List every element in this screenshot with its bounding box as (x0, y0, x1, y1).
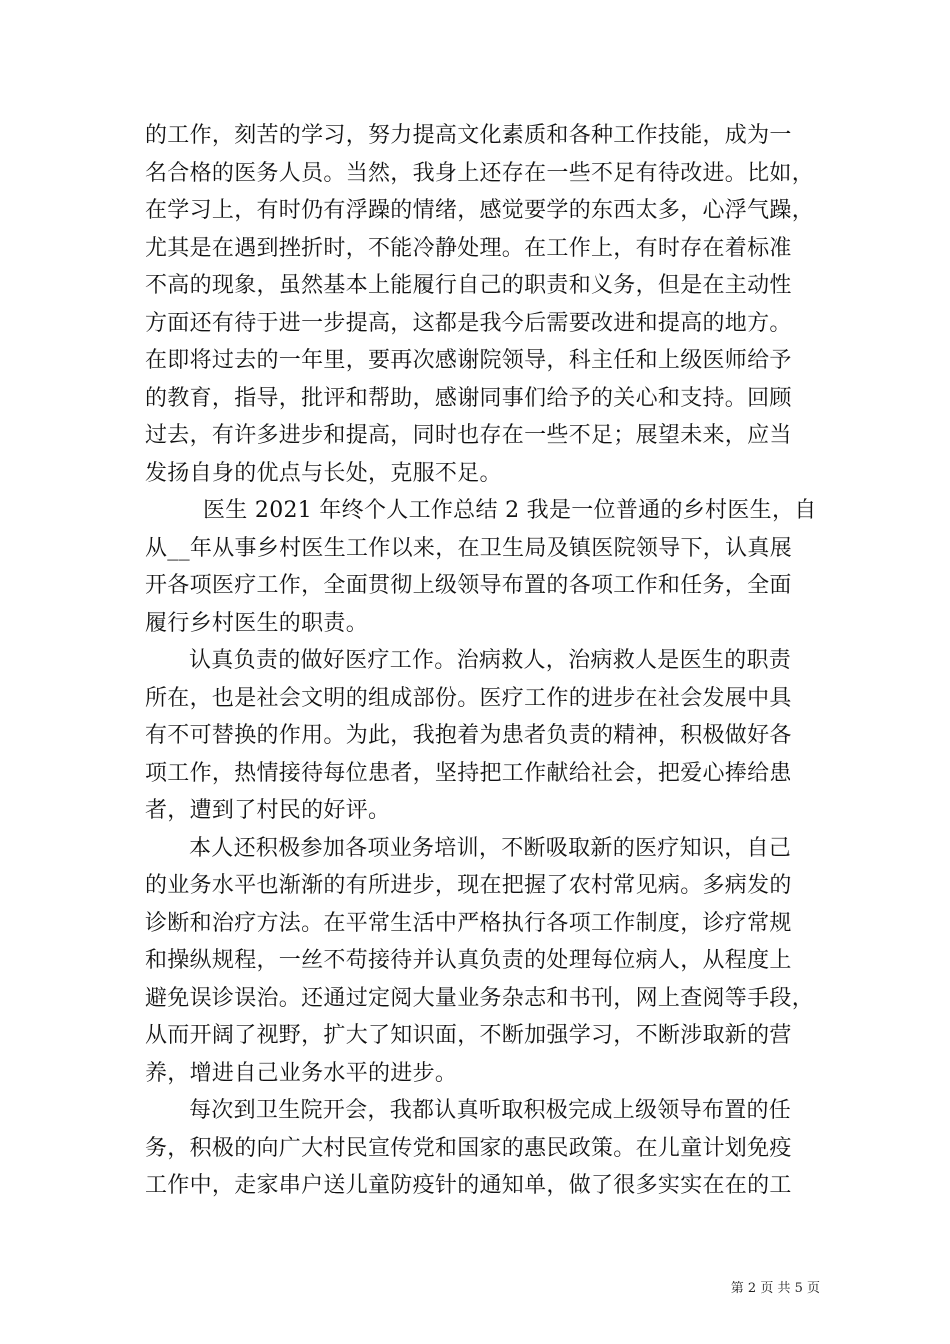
text-line: 的工作，刻苦的学习，努力提高文化素质和各种工作技能，成为一 (145, 123, 792, 148)
text-line: 养，增进自己业务水平的进步。 (145, 1060, 458, 1086)
text-line: 者，遭到了村民的好评。 (145, 798, 391, 823)
text-line: 每次到卫生院开会，我都认真听取积极完成上级领导布置的任 (189, 1098, 792, 1123)
text-line: 名合格的医务人员。当然，我身上还存在一些不足有待改进。比如， (145, 160, 815, 186)
text-line: 开各项医疗工作，全面贯彻上级领导布置的各项工作和任务，全面 (145, 573, 792, 598)
text-line: 避免误诊误治。还通过定阅大量业务杂志和书刊，网上查阅等手段， (145, 985, 815, 1011)
text-line: 和操纵规程，一丝不苟接待并认真负责的处理每位病人，从程度上 (145, 948, 792, 973)
body-text (145, 117, 817, 1205)
text-line: 从__年从事乡村医生工作以来，在卫生局及镇医院领导下，认真展 (145, 535, 793, 561)
text-line: 的教育，指导，批评和帮助，感谢同事们给予的关心和支持。回顾 (145, 385, 792, 411)
text-line: 在学习上，有时仍有浮躁的情绪，感觉要学的东西太多，心浮气躁， (145, 198, 815, 223)
text-line: 工作中，走家串户送儿童防疫针的通知单，做了很多实实在在的工 (145, 1173, 792, 1198)
text-line: 的业务水平也渐渐的有所进步，现在把握了农村常见病。多病发的 (145, 873, 792, 898)
text-line: 尤其是在遇到挫折时，不能冷静处理。在工作上，有时存在着标准 (145, 235, 792, 261)
text-line: 所在，也是社会文明的组成部份。医疗工作的进步在社会发展中具 (145, 685, 792, 711)
text-line: 认真负责的做好医疗工作。治病救人，治病救人是医生的职责 (189, 648, 792, 673)
text-line: 在即将过去的一年里，要再次感谢院领导，科主任和上级医师给予 (145, 348, 792, 373)
text-line: 诊断和治疗方法。在平常生活中严格执行各项工作制度，诊疗常规 (145, 910, 792, 936)
text-line: 从而开阔了视野，扩大了知识面，不断加强学习，不断涉取新的营 (145, 1023, 792, 1048)
text-line: 不高的现象，虽然基本上能履行自己的职责和义务，但是在主动性 (145, 273, 792, 298)
text-line: 过去，有许多进步和提高，同时也存在一些不足；展望未来，应当 (145, 423, 792, 448)
text-line: 本人还积极参加各项业务培训，不断吸取新的医疗知识，自己 (189, 835, 792, 861)
text-line: 发扬自身的优点与长处，克服不足。 (145, 460, 502, 486)
text-line: 履行乡村医生的职责。 (145, 610, 369, 636)
text-line: 方面还有待于进一步提高，这都是我今后需要改进和提高的地方。 (145, 310, 792, 336)
page-number: 第 2 页 共 5 页 (730, 1281, 820, 1296)
text-line: 项工作，热情接待每位患者，坚持把工作献给社会，把爱心捧给患 (145, 760, 792, 786)
text-line: 医生 2021 年终个人工作总结 2 我是一位普通的乡村医生，自 (203, 498, 817, 523)
text-line: 有不可替换的作用。为此，我抱着为患者负责的精神，积极做好各 (145, 723, 792, 748)
text-line: 务，积极的向广大村民宣传党和国家的惠民政策。在儿童计划免疫 (145, 1135, 792, 1161)
